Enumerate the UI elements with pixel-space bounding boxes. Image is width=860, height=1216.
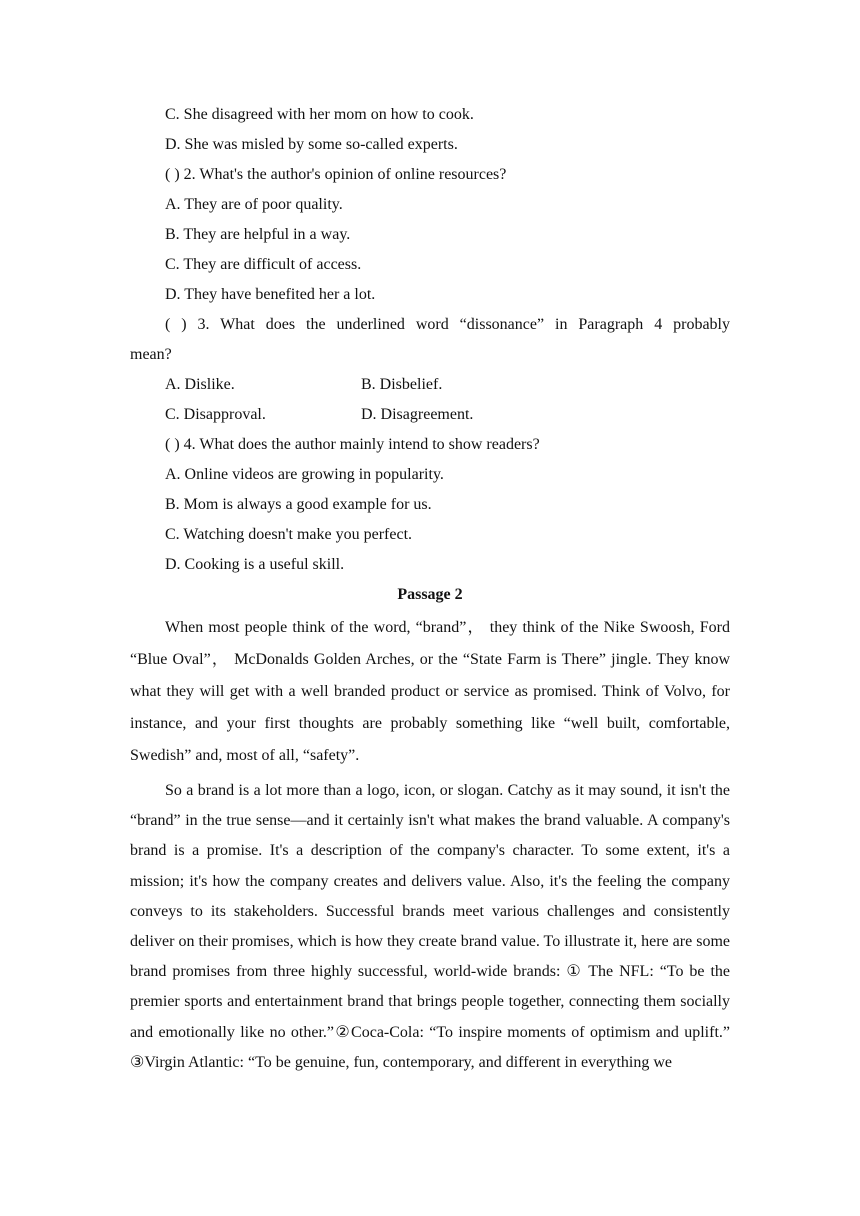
q4-option-a: A. Online videos are growing in popularity. [165, 466, 444, 483]
passage-paragraph-1: When most people think of the word, “brand”， they think of the Nike Swoosh, Ford “Blue Oval”， McDonalds Golden Arches, or the “State Farm is There” jingle. They know what they will get with a well branded product or service as promised. Think of Volvo, for instance, and your first thoughts are probably something like “well built, comfortable, Swedish” and, most of all, “safety”. [130, 619, 730, 764]
q2-stem: ( ) 2. What's the author's opinion of online resources? [165, 166, 507, 183]
q3-options-row1 [130, 370, 730, 400]
q3-options-row2 [130, 400, 730, 430]
q3-option-a: A. Dislike. [165, 376, 235, 393]
q2-option-a: A. They are of poor quality. [165, 196, 343, 213]
q2-option-d: D. They have benefited her a lot. [165, 286, 376, 303]
q2-option-c: C. They are difficult of access. [165, 256, 362, 273]
q1-option-c: C. She disagreed with her mom on how to cook. [165, 106, 474, 123]
q4-option-c: C. Watching doesn't make you perfect. [165, 526, 413, 543]
q4-stem: ( ) 4. What does the author mainly intend to show readers? [165, 436, 540, 453]
passage-title: Passage 2 [397, 586, 463, 603]
q3-stem-line1: ( ) 3. What does the underlined word “dissonance” in Paragraph 4 probably [165, 316, 730, 333]
q3-stem-line2: mean? [130, 346, 172, 363]
passage-paragraph-2: So a brand is a lot more than a logo, icon, or slogan. Catchy as it may sound, it isn't the “brand” in the true sense—and it certainly isn't what makes the brand valuable. A company's brand is a promise. It's a description of the company's character. To some extent, it's a mission; it's how the company creates and delivers value. Also, it's the feeling the company conveys to its stakeholders. Successful brands meet various challenges and consistently deliver on their promises, which is how they create brand value. To illustrate it, here are some brand promises from three highly successful, world-wide brands: ① The NFL: “To be the premier sports and entertainment brand that brings people together, connecting them socially and emotionally like no other.”②Coca-Cola: “To inspire moments of optimism and uplift.” ③Virgin Atlantic: “To be genuine, fun, contemporary, and different in everything we [130, 782, 730, 1071]
q3-option-d: D. Disagreement. [361, 406, 474, 423]
q2-option-b: B. They are helpful in a way. [165, 226, 351, 243]
q1-option-d: D. She was misled by some so-called experts. [165, 136, 458, 153]
document-page [130, 100, 730, 1078]
q4-option-d: D. Cooking is a useful skill. [165, 556, 345, 573]
q4-option-b: B. Mom is always a good example for us. [165, 496, 432, 513]
q3-option-c: C. Disapproval. [165, 406, 266, 423]
q3-option-b: B. Disbelief. [361, 376, 443, 393]
